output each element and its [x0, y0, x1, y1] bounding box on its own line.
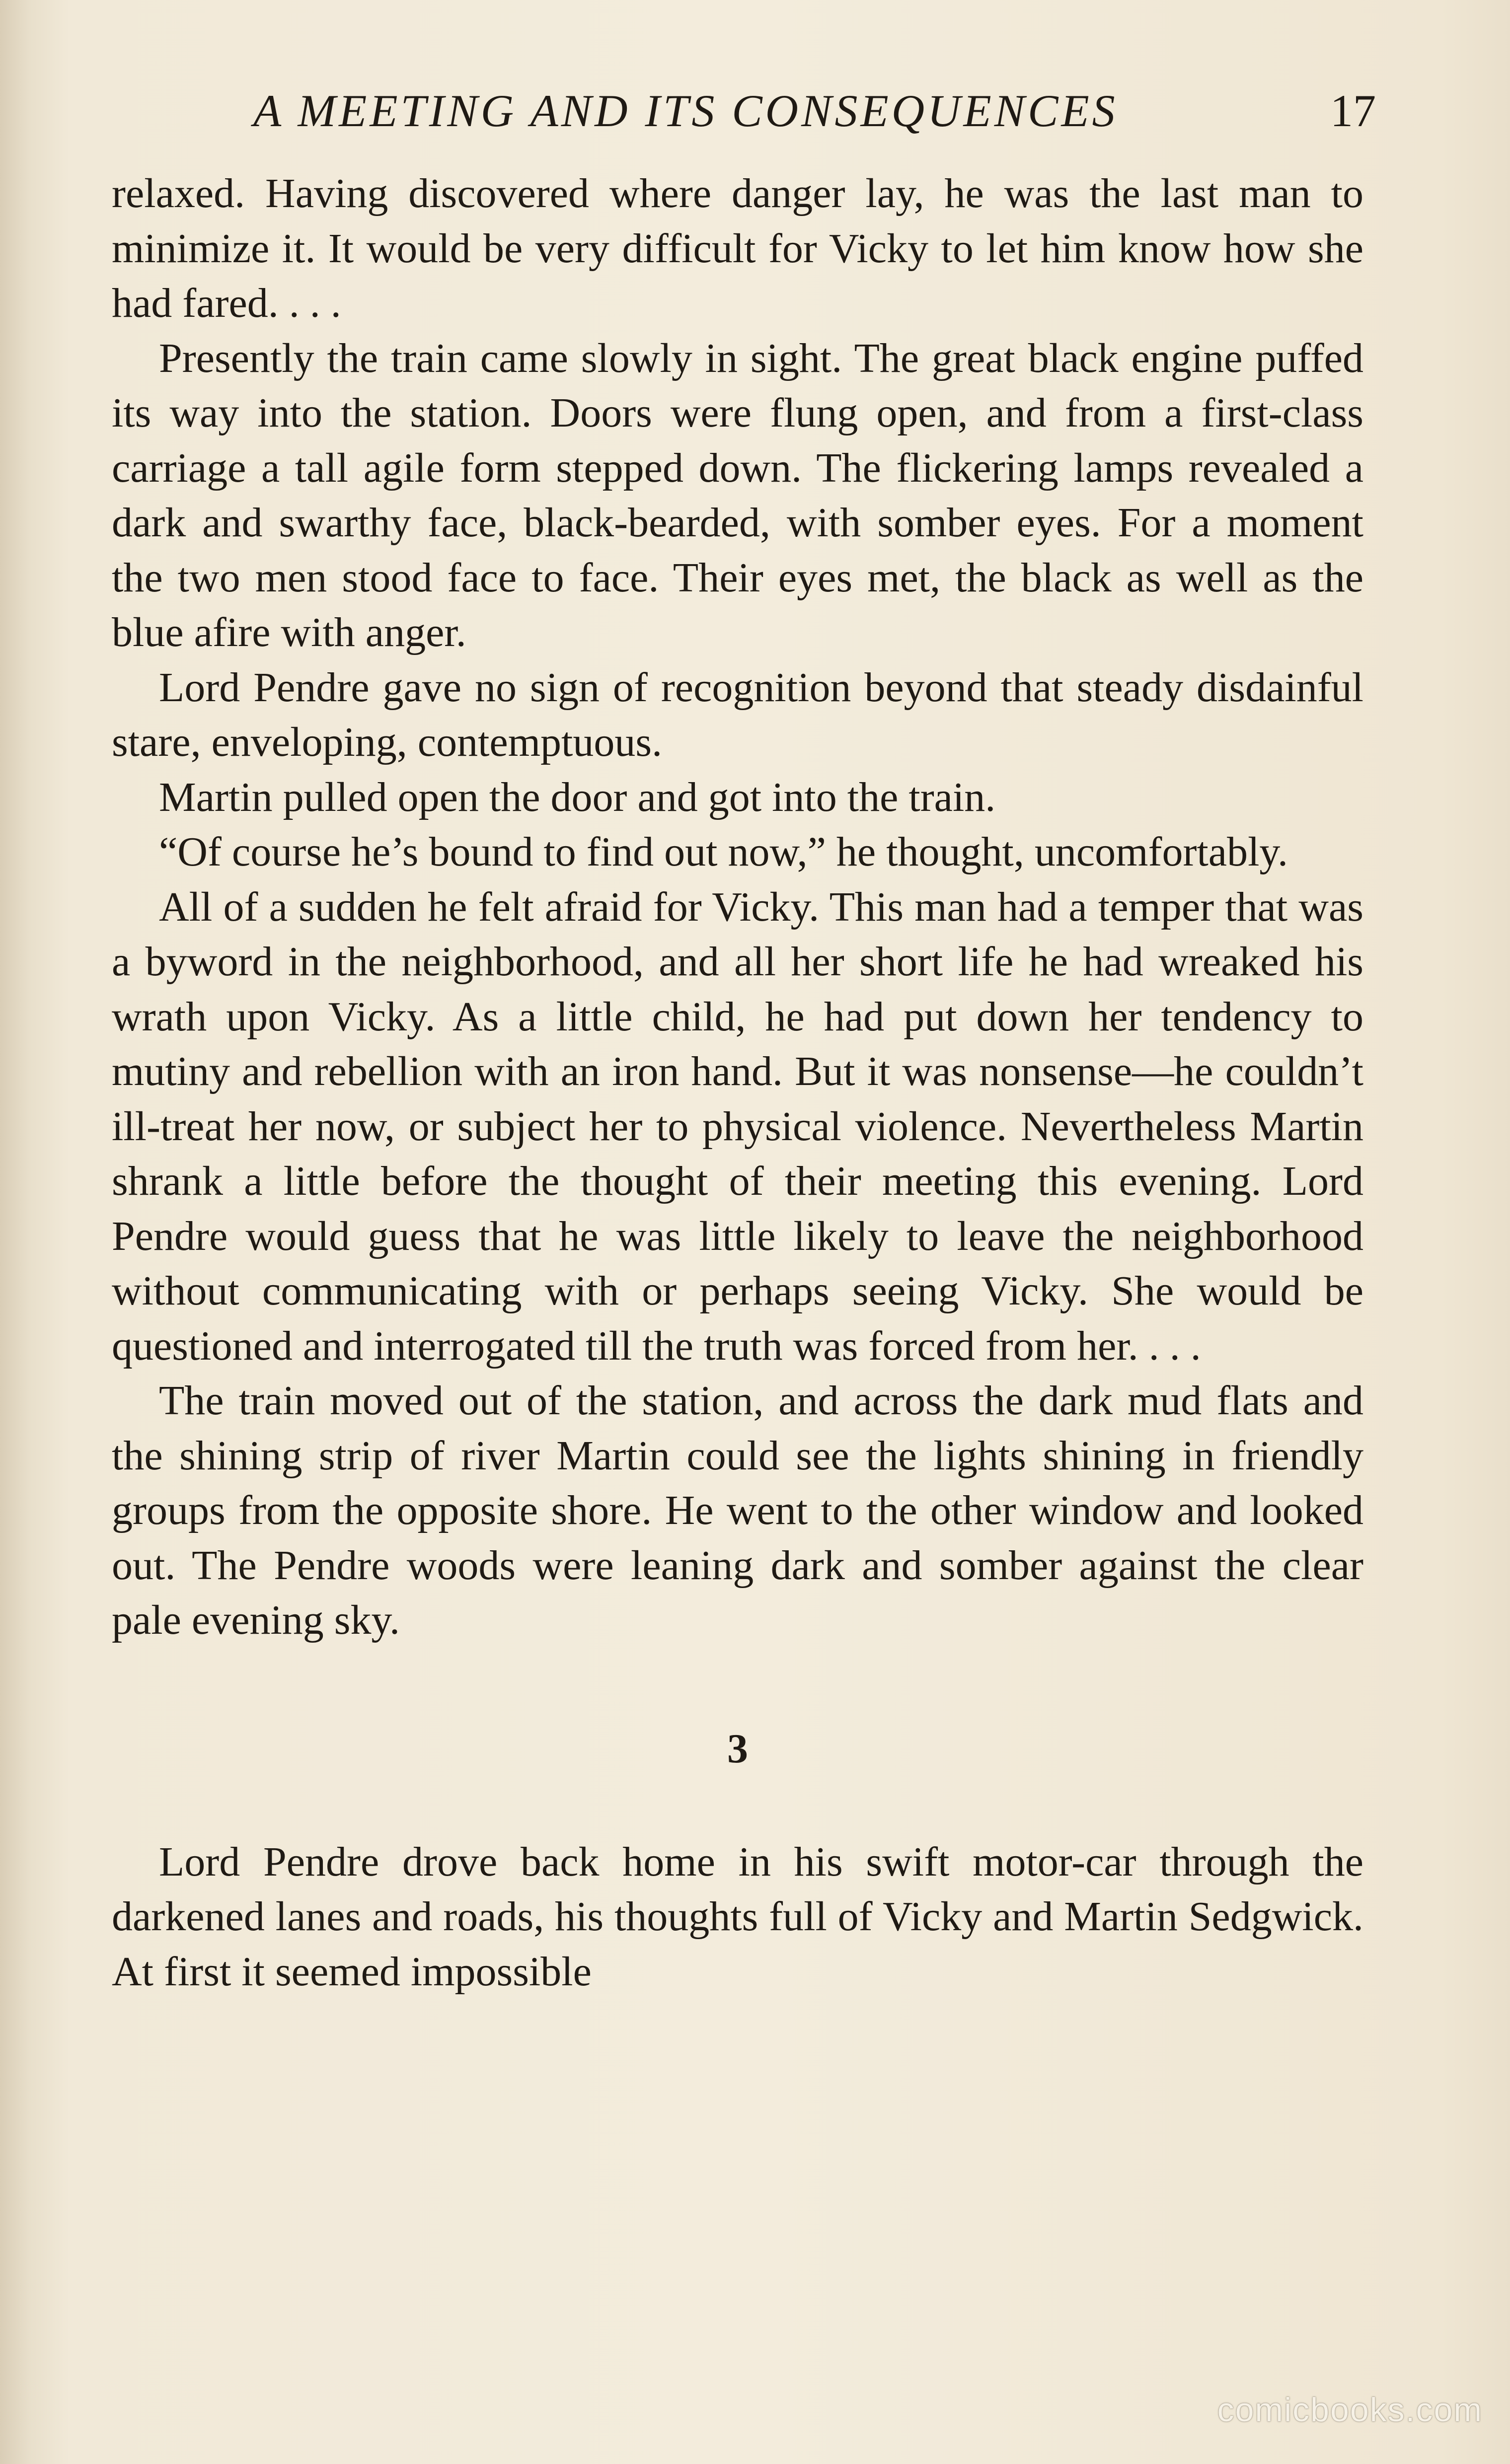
paragraph: Presently the train came slowly in sight. The great black engine puffed its way into the station. Doors were flung open, and from a first-class carriage a tall agile form stepped down. The flickering lamps revealed a dark and swarthy face, black-bearded, with somber eyes. For a moment the two men stood face to face. Their eyes met, the black as well as the blue afire with anger. — [112, 335, 1363, 655]
running-head: A MEETING AND ITS CONSEQUENCES — [253, 85, 1118, 136]
paragraph: All of a sudden he felt afraid for Vicky. This man had a temper that was a byword in the neighborhood, and all her short life he had wreaked his wrath upon Vicky. As a little child, he had put down her tendency to mutiny and rebellion with an iron hand. But it was nonsense—he couldn’t ill-treat her now, or subject her to physical violence. Nevertheless Martin shrank a little before the thought of their meeting this evening. Lord Pendre would guess that he was little likely to leave the neighborhood without communicating with or perhaps seeing Vicky. She would be questioned and interrogated till the truth was forced from her. . . . — [112, 883, 1363, 1369]
paragraph-continued: relaxed. Having discovered where danger lay, he was the last man to minimize it. It would be very difficult for Vicky to let him know how she had fared. . . . — [112, 170, 1363, 326]
paragraph: The train moved out of the station, and across the dark mud flats and the shining strip of river Martin could see the lights shining in friendly groups from the opposite shore. He went to the other window and looked out. The Pendre woods were leaning dark and somber against the clear pale evening sky. — [112, 1377, 1363, 1643]
paragraph: Lord Pendre gave no sign of recognition beyond that steady disdainful stare, enveloping, contemptuous. — [112, 664, 1363, 765]
body-text — [112, 166, 1363, 1999]
paragraph: Martin pulled open the door and got into the train. — [159, 774, 996, 820]
watermark-text: comicbooks.com — [1217, 2391, 1483, 2429]
section-number: 3 — [727, 1725, 748, 1772]
page-header — [253, 78, 1376, 143]
paragraph: “Of course he’s bound to find out now,” he thought, uncomfortably. — [159, 829, 1288, 875]
section-paragraph: Lord Pendre drove back home in his swift motor-car through the darkened lanes and roads, his thoughts full of Vicky and Martin Sedgwick. At first it seemed impossible — [112, 1838, 1363, 1995]
page-number: 17 — [1330, 85, 1376, 136]
